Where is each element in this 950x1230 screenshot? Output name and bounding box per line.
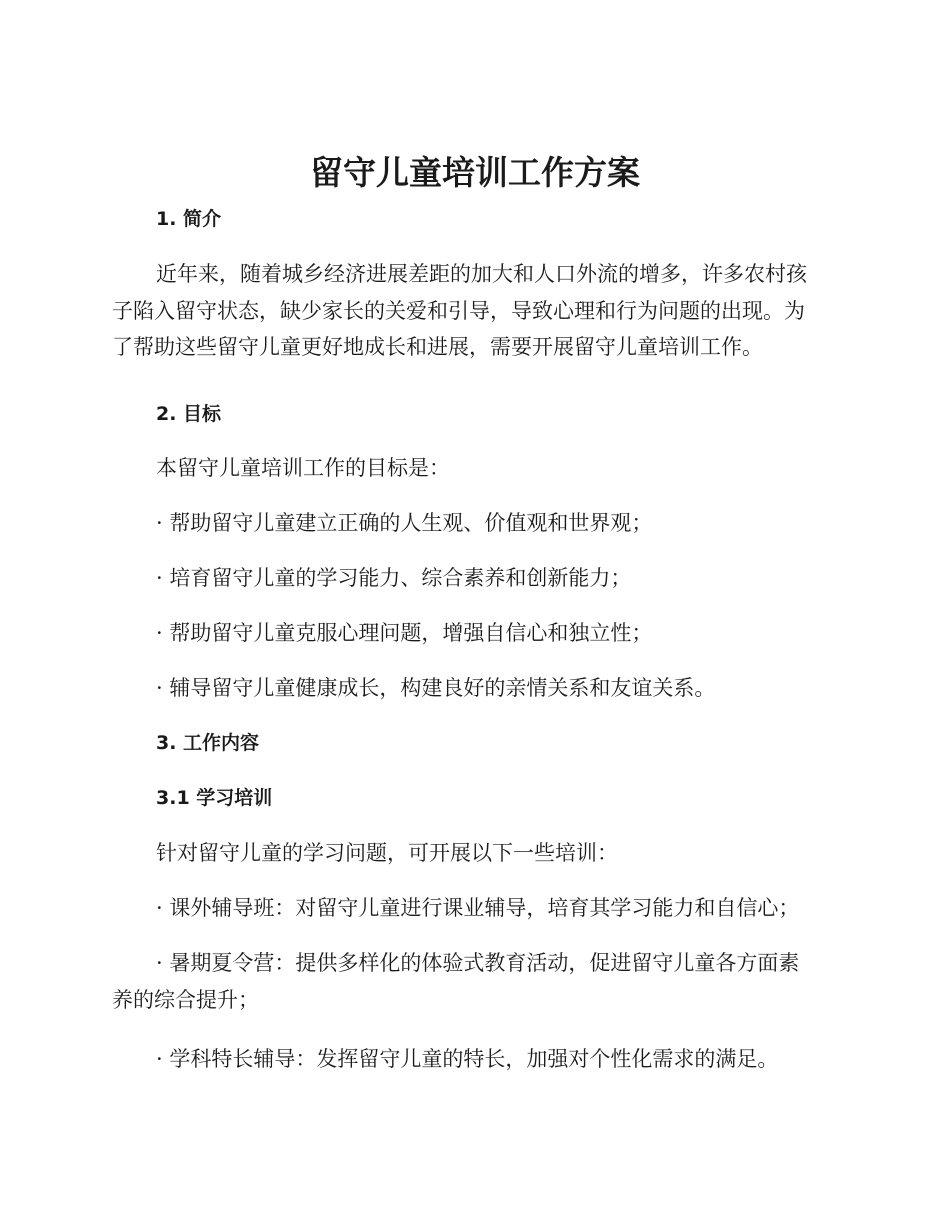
bullet-line: · 暑期夏令营：提供多样化的体验式教育活动，促进留守儿童各方面素 [156, 951, 800, 975]
goal-bullet-item: · 帮助留守儿童建立正确的人生观、价值观和世界观； [156, 511, 653, 535]
goal-bullet-item: · 辅导留守儿童健康成长，构建良好的亲情关系和友谊关系。 [156, 676, 716, 700]
training-bullet-item: · 学科特长辅导：发挥留守儿童的特长，加强对个性化需求的满足。 [156, 1047, 779, 1071]
paragraph-line: 了帮助这些留守儿童更好地成长和进展，需要开展留守儿童培训工作。 [112, 335, 763, 359]
study-training-intro: 针对留守儿童的学习问题，可开展以下一些培训： [156, 841, 618, 865]
section-heading-goals: 2. 目标 [156, 403, 222, 425]
goal-bullet-item: · 帮助留守儿童克服心理问题，增强自信心和独立性； [156, 621, 653, 645]
bullet-line: 养的综合提升； [112, 987, 259, 1012]
section-heading-work-content: 3. 工作内容 [156, 732, 260, 754]
document-title: 留守儿童培训工作方案 [310, 153, 640, 192]
training-bullet-item [112, 945, 834, 1018]
training-bullet-item: · 课外辅导班：对留守儿童进行课业辅导，培育其学习能力和自信心； [156, 896, 800, 920]
intro-paragraph [112, 256, 834, 366]
goal-bullet-item: · 培育留守儿童的学习能力、综合素养和创新能力； [156, 566, 632, 590]
paragraph-line: 近年来，随着城乡经济进展差距的加大和人口外流的增多，许多农村孩 [156, 262, 807, 286]
section-heading-intro: 1. 简介 [156, 208, 222, 230]
subsection-heading-study-training: 3.1 学习培训 [156, 787, 273, 809]
goals-intro: 本留守儿童培训工作的目标是： [156, 456, 450, 480]
paragraph-line: 子陷入留守状态，缺少家长的关爱和引导，导致心理和行为问题的出现。为 [112, 298, 805, 323]
